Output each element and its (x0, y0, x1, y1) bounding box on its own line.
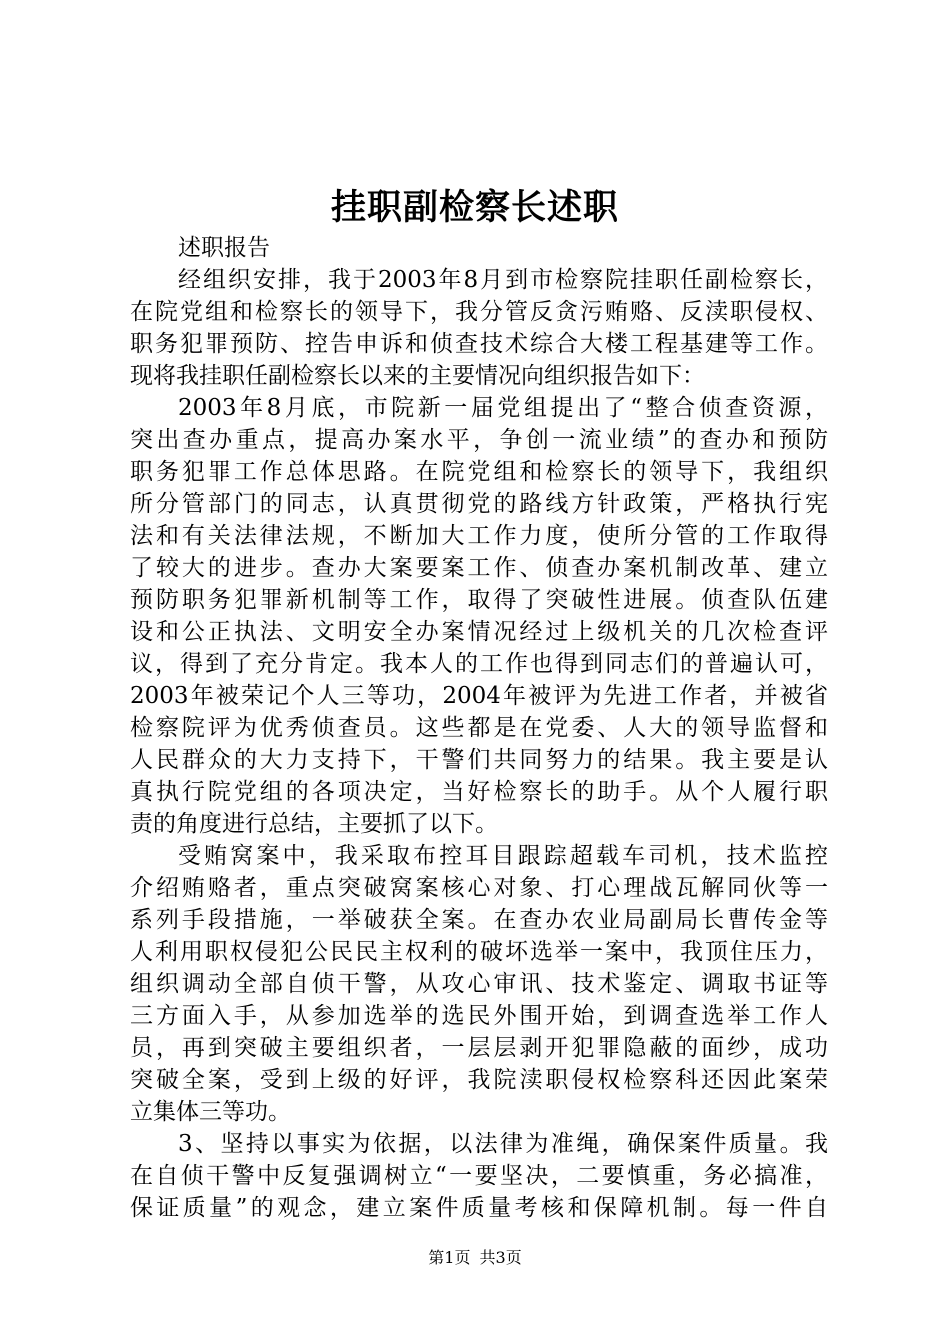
text-line: 预防职务犯罪新机制等工作，取得了突破性进展。侦查队伍建 (130, 587, 828, 613)
text-line: 职务犯罪预防、控告申诉和侦查技术综合大楼工程基建等工作。 (130, 331, 828, 357)
text-line: 立集体三等功。 (130, 1099, 291, 1125)
text-line: 保证质量”的观念，建立案件质量考核和保障机制。每一件自 (130, 1195, 828, 1221)
text-line: 受贿窝案中，我采取布控耳目跟踪超载车司机，技术监控 (178, 843, 828, 869)
page-title: 挂职副检察长述职 (330, 187, 619, 228)
text-line: 2003年8月底，市院新一届党组提出了“整合侦查资源， (178, 395, 828, 421)
text-line: 系列手段措施，一举破获全案。在查办农业局副局长曹传金等 (130, 907, 828, 933)
text-line: 设和公正执法、文明安全办案情况经过上级机关的几次检查评 (130, 619, 828, 645)
text-line: 现将我挂职任副检察长以来的主要情况向组织报告如下： (130, 363, 705, 389)
text-line: 经组织安排，我于2003年8月到市检察院挂职任副检察长， (178, 267, 828, 293)
text-line: 突破全案，受到上级的好评，我院渎职侵权检察科还因此案荣 (130, 1067, 828, 1093)
text-line: 法和有关法律法规，不断加大工作力度，使所分管的工作取得 (130, 523, 828, 549)
text-line: 议，得到了充分肯定。我本人的工作也得到同志们的普遍认可， (130, 651, 828, 677)
text-line: 检察院评为优秀侦查员。这些都是在党委、人大的领导监督和 (130, 715, 828, 741)
body-text (130, 232, 828, 1224)
text-line: 人民群众的大力支持下，干警们共同努力的结果。我主要是认 (130, 747, 828, 773)
text-line: 三方面入手，从参加选举的选民外围开始，到调查选举工作人 (130, 1003, 828, 1029)
text-line: 职务犯罪工作总体思路。在院党组和检察长的领导下，我组织 (130, 459, 828, 485)
text-line: 2003年被荣记个人三等功，2004年被评为先进工作者，并被省 (130, 683, 828, 709)
text-line: 所分管部门的同志，认真贯彻党的路线方针政策，严格执行宪 (130, 491, 828, 517)
text-line: 在自侦干警中反复强调树立“一要坚决，二要慎重，务必搞准， (130, 1163, 828, 1189)
text-line: 介绍贿赂者，重点突破窝案核心对象、打心理战瓦解同伙等一 (130, 875, 828, 901)
text-line: 突出查办重点，提高办案水平，争创一流业绩”的查办和预防 (130, 427, 828, 453)
text-line: 了较大的进步。查办大案要案工作、侦查办案机制改革、建立 (130, 555, 828, 581)
text-line: 述职报告 (178, 235, 270, 261)
text-line: 3、坚持以事实为依据，以法律为准绳，确保案件质量。我 (178, 1131, 828, 1157)
text-line: 责的角度进行总结，主要抓了以下。 (130, 811, 498, 837)
text-line: 组织调动全部自侦干警，从攻心审讯、技术鉴定、调取书证等 (130, 971, 828, 997)
text-line: 在院党组和检察长的领导下，我分管反贪污贿赂、反渎职侵权、 (130, 299, 828, 325)
text-line: 人利用职权侵犯公民民主权利的破坏选举一案中，我顶住压力， (130, 939, 828, 965)
text-line: 真执行院党组的各项决定，当好检察长的助手。从个人履行职 (130, 779, 828, 805)
page-footer: 第1页 共3页 (428, 1248, 522, 1267)
text-line: 员，再到突破主要组织者，一层层剥开犯罪隐蔽的面纱，成功 (130, 1035, 828, 1061)
